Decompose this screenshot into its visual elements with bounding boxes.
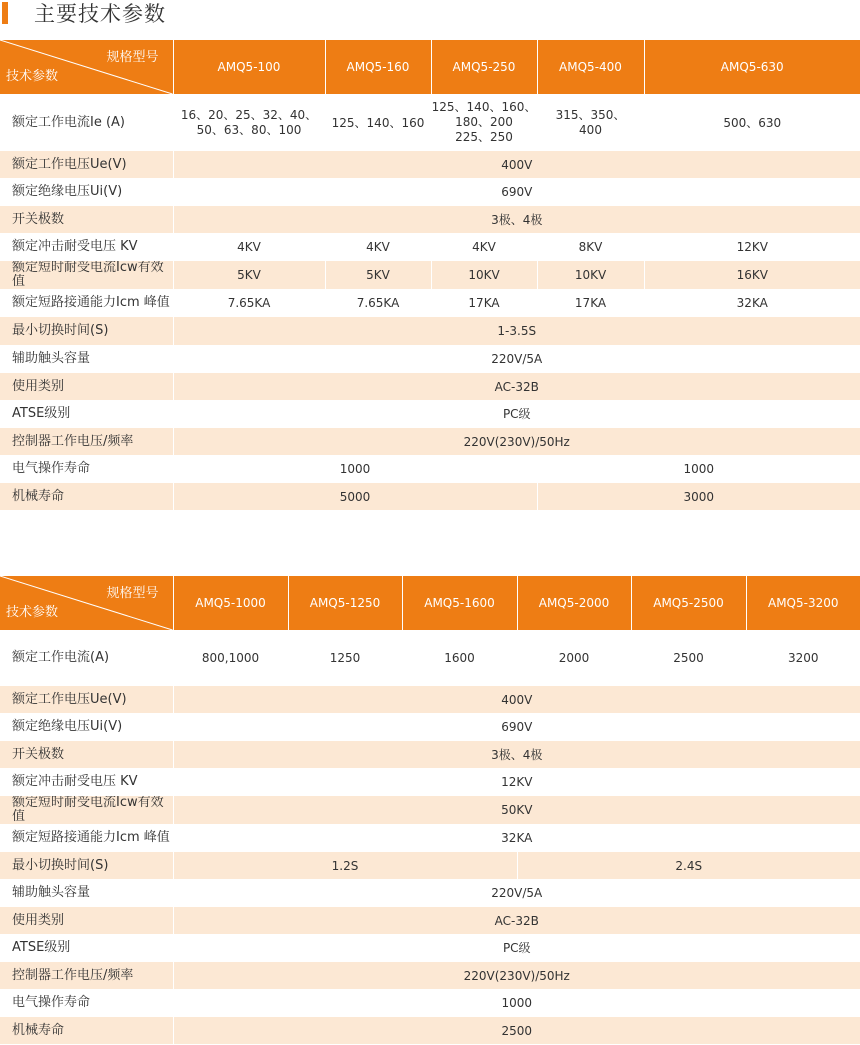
cell: PC级 (173, 400, 860, 428)
row-label: 辅助触头容量 (0, 879, 173, 907)
cell: 4KV (173, 233, 325, 261)
section-header (2, 0, 166, 26)
table-row (0, 261, 860, 289)
cell: 500、630 (644, 94, 860, 151)
cell: 50KV (173, 796, 860, 824)
cell: 5KV (325, 261, 431, 289)
cell: 3000 (537, 483, 860, 510)
cell: 16KV (644, 261, 860, 289)
table-row (0, 233, 860, 261)
table-row (0, 796, 860, 824)
table-row (0, 178, 860, 206)
table-row (0, 400, 860, 428)
row-label: 额定工作电流Ie (A) (0, 94, 173, 151)
cell: 7.65KA (173, 289, 325, 317)
cell: AC-32B (173, 373, 860, 400)
title-accent-bar (2, 2, 8, 24)
table-row (0, 907, 860, 934)
cell: 220V(230V)/50Hz (173, 428, 860, 455)
row-label: 额定短路接通能力Icm 峰值 (0, 824, 173, 852)
cell: 5000 (173, 483, 537, 510)
cell: 800,1000 (173, 630, 288, 686)
cell: 220V/5A (173, 345, 860, 373)
cell: AC-32B (173, 907, 860, 934)
diagonal-line (0, 40, 173, 94)
model-header: AMQ5-250 (431, 40, 537, 94)
cell-line: 50、63、80、100 (196, 122, 302, 137)
table-row (0, 934, 860, 962)
table-row (0, 317, 860, 345)
table-row (0, 289, 860, 317)
cell: PC级 (173, 934, 860, 962)
cell: 8KV (537, 233, 644, 261)
cell (173, 94, 325, 151)
row-label: 使用类别 (0, 373, 173, 400)
row-label: 额定短路接通能力Icm 峰值 (0, 289, 173, 317)
cell: 17KA (537, 289, 644, 317)
cell (431, 94, 537, 151)
cell: 2500 (631, 630, 746, 686)
cell: 2500 (173, 1017, 860, 1044)
row-label: 最小切换时间(S) (0, 317, 173, 345)
header-param-label: 技术参数 (6, 605, 59, 620)
cell-line: 16、20、25、32、40、 (180, 107, 318, 122)
cell: 3极、4极 (173, 206, 860, 233)
row-label: 额定绝缘电压Ui(V) (0, 178, 173, 206)
row-label: 开关极数 (0, 741, 173, 768)
table1-header-row (0, 40, 860, 94)
cell (537, 94, 644, 151)
table-row (0, 768, 860, 796)
cell: 2.4S (517, 852, 860, 879)
cell: 400V (173, 686, 860, 713)
row-label: 开关极数 (0, 206, 173, 233)
row-label: 额定短时耐受电流Icw有效值 (0, 261, 173, 289)
model-header: AMQ5-3200 (746, 576, 860, 630)
table-row (0, 989, 860, 1017)
row-label: 额定短时耐受电流Icw有效值 (0, 796, 173, 824)
table-row (0, 741, 860, 768)
row-label: 额定工作电压Ue(V) (0, 686, 173, 713)
cell: 3极、4极 (173, 741, 860, 768)
cell: 10KV (537, 261, 644, 289)
cell: 32KA (173, 824, 860, 852)
table-row (0, 1017, 860, 1044)
table-row (0, 686, 860, 713)
table-row (0, 345, 860, 373)
cell: 125、140、160 (325, 94, 431, 151)
cell: 3200 (746, 630, 860, 686)
cell: 12KV (173, 768, 860, 796)
cell: 17KA (431, 289, 537, 317)
table-row (0, 94, 860, 151)
cell: 220V(230V)/50Hz (173, 962, 860, 989)
cell: 1000 (537, 455, 860, 483)
header-param-label: 技术参数 (6, 69, 59, 84)
table1-corner-cell (0, 40, 173, 94)
model-header: AMQ5-2000 (517, 576, 631, 630)
cell: 1000 (173, 455, 537, 483)
table-row (0, 151, 860, 178)
header-spec-label: 规格型号 (106, 50, 159, 65)
cell: 400V (173, 151, 860, 178)
cell-line: 180、200 (455, 115, 513, 129)
row-label: 控制器工作电压/频率 (0, 962, 173, 989)
table-row (0, 206, 860, 233)
table-row (0, 713, 860, 741)
cell: 1600 (402, 630, 517, 686)
model-header: AMQ5-1000 (173, 576, 288, 630)
row-label: 电气操作寿命 (0, 455, 173, 483)
row-label: 额定冲击耐受电压 KV (0, 768, 173, 796)
table-row (0, 373, 860, 400)
cell: 690V (173, 713, 860, 741)
model-header: AMQ5-2500 (631, 576, 746, 630)
row-label: 额定工作电流(A) (0, 630, 173, 686)
cell: 12KV (644, 233, 860, 261)
cell-line: 400 (579, 122, 602, 137)
table-row (0, 824, 860, 852)
model-header: AMQ5-1600 (402, 576, 517, 630)
row-label: 辅助触头容量 (0, 345, 173, 373)
row-label: 最小切换时间(S) (0, 852, 173, 879)
model-header: AMQ5-630 (644, 40, 860, 94)
row-label: 额定工作电压Ue(V) (0, 151, 173, 178)
cell-line: 225、250 (455, 130, 513, 144)
row-label: 机械寿命 (0, 483, 173, 510)
cell: 1-3.5S (173, 317, 860, 345)
spec-table-2 (0, 576, 860, 1044)
cell: 220V/5A (173, 879, 860, 907)
model-header: AMQ5-100 (173, 40, 325, 94)
row-label: 控制器工作电压/频率 (0, 428, 173, 455)
cell-line: 315、350、 (555, 107, 626, 122)
table2-corner-cell (0, 576, 173, 630)
cell: 1250 (288, 630, 402, 686)
row-label: 额定绝缘电压Ui(V) (0, 713, 173, 741)
cell-line: 125、140、160、 (431, 100, 537, 114)
model-header: AMQ5-400 (537, 40, 644, 94)
table-row (0, 630, 860, 686)
cell: 7.65KA (325, 289, 431, 317)
row-label: ATSE级别 (0, 400, 173, 428)
cell: 1.2S (173, 852, 517, 879)
table2-header-row (0, 576, 860, 630)
cell: 690V (173, 178, 860, 206)
table-row (0, 455, 860, 483)
model-header: AMQ5-1250 (288, 576, 402, 630)
diagonal-line (0, 576, 173, 630)
cell: 2000 (517, 630, 631, 686)
cell: 32KA (644, 289, 860, 317)
row-label: 机械寿命 (0, 1017, 173, 1044)
table-row (0, 962, 860, 989)
model-header: AMQ5-160 (325, 40, 431, 94)
row-label: 额定冲击耐受电压 KV (0, 233, 173, 261)
row-label: 电气操作寿命 (0, 989, 173, 1017)
section-title: 主要技术参数 (34, 2, 166, 26)
cell: 1000 (173, 989, 860, 1017)
table-row (0, 428, 860, 455)
table-row (0, 879, 860, 907)
header-spec-label: 规格型号 (106, 586, 159, 601)
spec-table-1 (0, 40, 860, 510)
table-row (0, 852, 860, 879)
cell: 10KV (431, 261, 537, 289)
table-row (0, 483, 860, 510)
row-label: 使用类别 (0, 907, 173, 934)
row-label: ATSE级别 (0, 934, 173, 962)
cell: 5KV (173, 261, 325, 289)
cell: 4KV (325, 233, 431, 261)
cell: 4KV (431, 233, 537, 261)
